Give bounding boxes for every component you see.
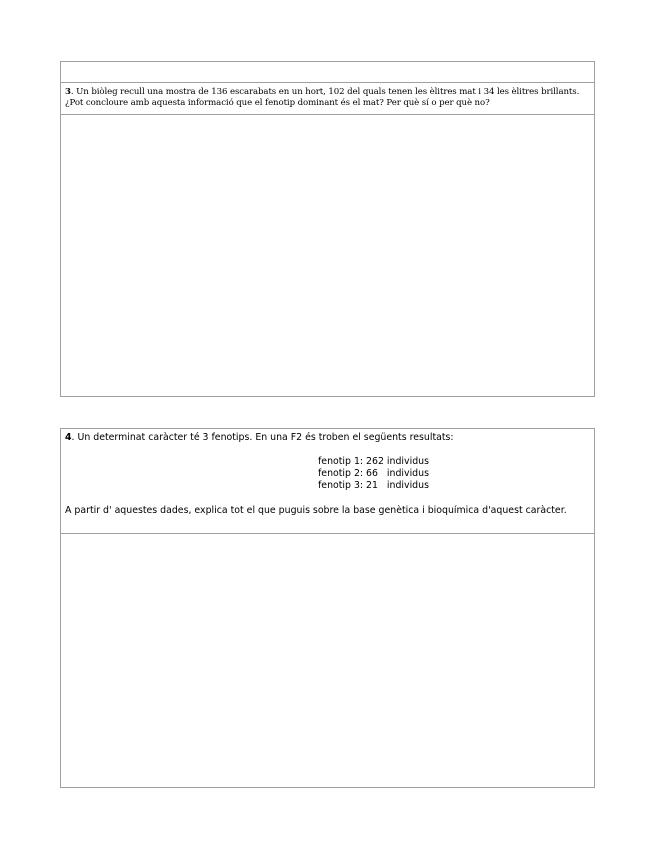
phenotype-list	[318, 456, 429, 492]
question-3-body: . Un biòleg recull una mostra de 136 escarabats en un hort, 102 del quals tenen les èlitres mat i 34 les èlitres brillants. ¿Pot concloure amb aquesta informació que el fenotip dominant és el mat? Per què sí o per què no?	[65, 87, 580, 108]
question-4-number: 4	[65, 432, 72, 443]
question-4-answer-area[interactable]	[61, 534, 594, 787]
question-4-intro-text: . Un determinat caràcter té 3 fenotips. En una F2 és troben el següents resultats:	[71, 432, 454, 443]
phenotype-row: fenotip 2: 66 individus	[318, 468, 429, 479]
phenotype-row: fenotip 3: 21 individus	[318, 480, 429, 491]
question-4-intro	[65, 432, 590, 444]
question-3-number: 3	[65, 87, 71, 97]
question-4-box	[60, 428, 595, 788]
top-divider	[61, 82, 594, 83]
question-4-prompt: A partir d' aquestes dades, explica tot el que puguis sobre la base genètica i bioquímica d'aquest caràcter.	[65, 505, 567, 516]
question-3-box	[60, 61, 595, 397]
question-3-text	[65, 87, 590, 108]
question-3-answer-area[interactable]	[61, 115, 594, 396]
phenotype-row: fenotip 1: 262 individus	[318, 456, 429, 467]
